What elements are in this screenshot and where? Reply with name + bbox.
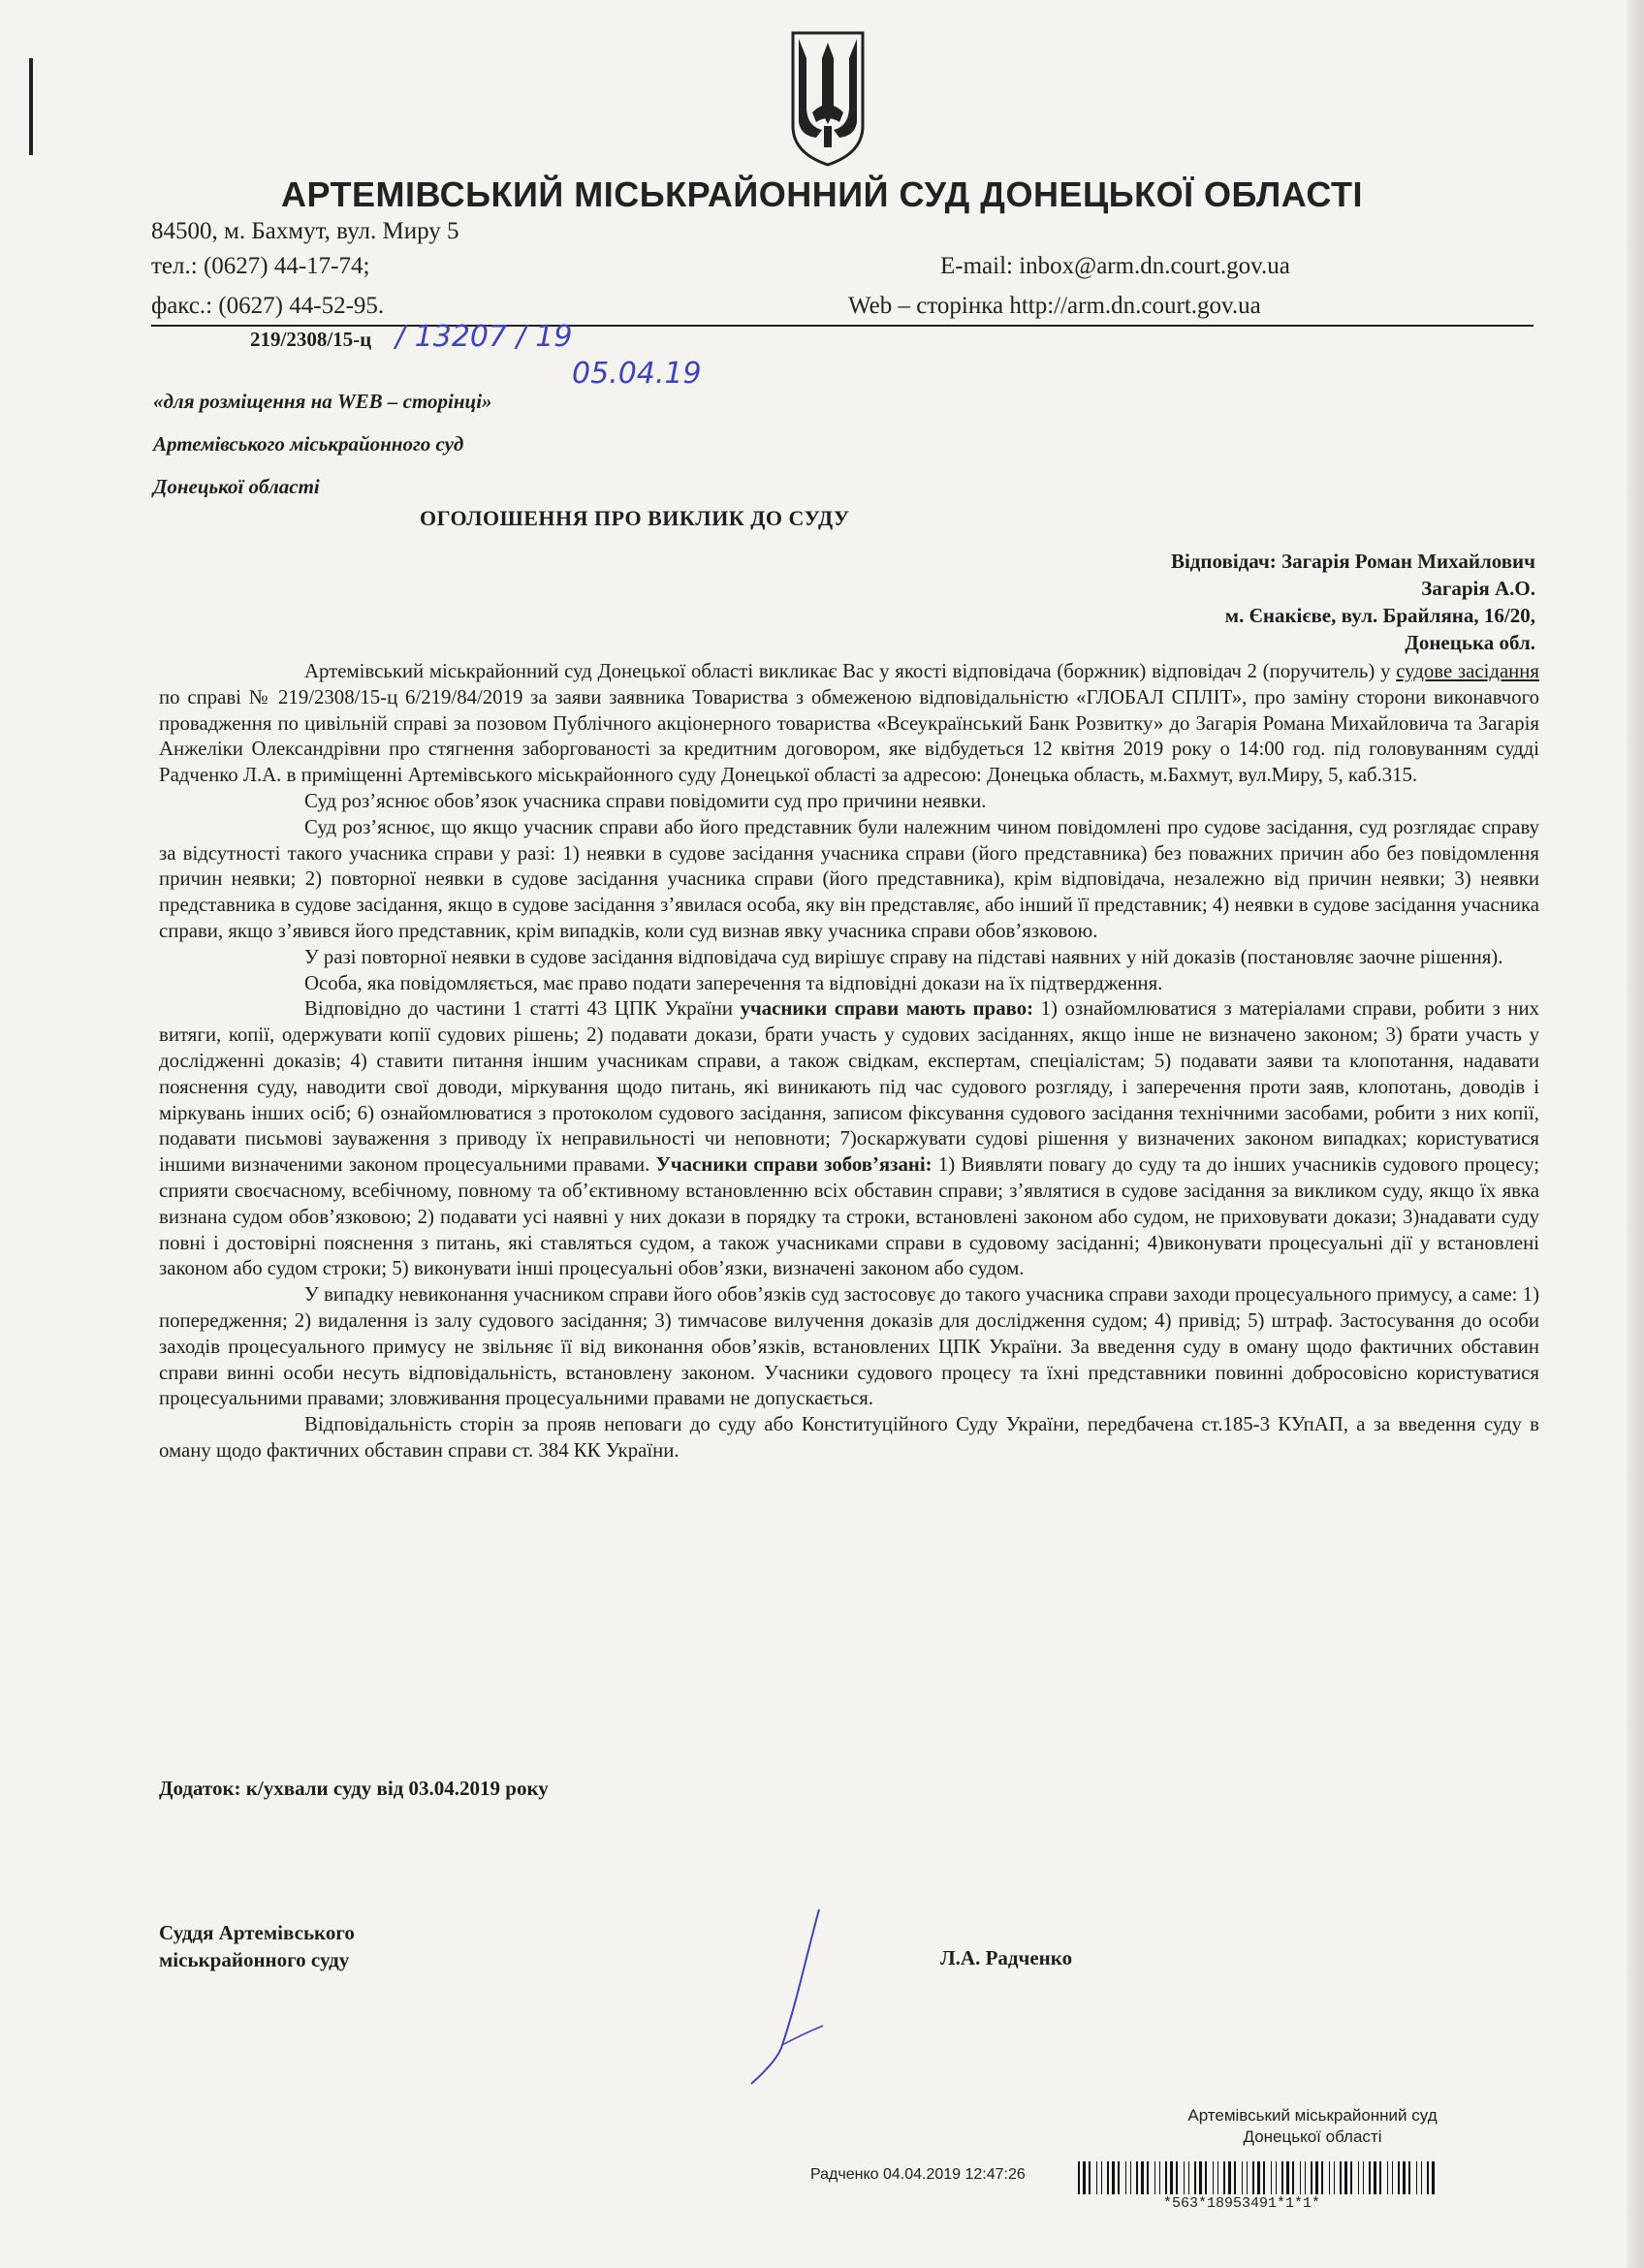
placement-line-2: Артемівського міськрайонного суд: [153, 432, 464, 456]
paragraph-rights-duties: Відповідно до частини 1 статті 43 ЦПК України учасники справи мають право: 1) ознайомлюватися з матеріалами справи, робити з них витяги, копії, одержувати копії судових рішень; 2) подавати докази, брати участь у судових засіданнях, якщо інше не визначено законом; 3) брати участь у дослідженні доказів; 4) ставити питання іншим учасникам справи, а також свідкам, експертам, спеціалістам; 5) подавати заяви та клопотання, надавати пояснення суду, наводити свої доводи, міркування щодо питань, які виникають під час судового розгляду, і заперечення проти заяв, клопотань, доводів і міркувань інших осіб; 6) ознайомлюватися з протоколом судового засідання, записом фіксування судового засідання технічними засобами, робити з них копії, подавати письмові зауваження з приводу їх неправильності чи неповноти; 7)оскаржувати судові рішення у визначених законом випадках; користуватися іншими визначеними законом процесуальними правами. Учасники справи зобов’язані: 1) Виявляти повагу до суду та до інших учасників судового процесу; сприяти своєчасному, всебічному, повному та об’єктивному встановленню всіх обставин справи; з’являтися в судове засідання за викликом суду, якщо їх явка визнана судом обов’язковою; 2) подавати усі наявні у них докази в порядку та строки, встановлені законом або судом, не приховувати докази; 3)надавати суду повні і достовірні пояснення з питань, які ставляться судом, а також учасниками справи в судовому засіданні; 4)виконувати процесуальні дії у встановлені законом або судом строки; 5) виконувати інші процесуальні обов’язки, визначені законом або судом.: [159, 997, 1539, 1280]
paragraph-objection-right: Особа, яка повідомляється, має право подати заперечення та відповідні докази на їх підтвердження.: [304, 971, 1163, 994]
case-number: 219/2308/15-ц: [250, 328, 372, 351]
placement-line-1: «для розміщення на WEB – сторінці»: [153, 390, 492, 413]
notice-body: [159, 659, 1539, 1465]
scan-right-edge: [1627, 0, 1644, 2268]
court-name: АРТЕМІВСЬКИЙ МІСЬКРАЙОННИЙ СУД ДОНЕЦЬКОЇ ОБЛАСТІ: [281, 174, 1363, 214]
court-email: E-mail: inbox@arm.dn.court.gov.ua: [940, 253, 1290, 279]
judge-title: Суддя Артемівського міськрайонного суду: [159, 1921, 355, 1971]
ukraine-trident-emblem-icon: [787, 29, 869, 167]
barcode-number: *563*18953491*1*1*: [1163, 2195, 1321, 2212]
court-web: Web – сторінка http://arm.dn.court.gov.ua: [848, 293, 1261, 319]
respondent-name: Відповідач: Загарія Роман Михайлович: [1170, 550, 1535, 573]
handwritten-date: 05.04.19: [572, 357, 702, 391]
document-title: ОГОЛОШЕННЯ ПРО ВИКЛИК ДО СУДУ: [420, 506, 850, 530]
registration-stamp: Радченко 04.04.2019 12:47:26: [810, 2166, 1026, 2183]
respondent-address: м. Єнакієве, вул. Брайляна, 16/20,: [1224, 604, 1535, 627]
paragraph-repeat-absence: У разі повторної неявки в судове засідання відповідача суд вирішує справу на підставі наявних у ній доказів (постановляє заочне рішення).: [304, 945, 1503, 968]
respondent-co: Загарія А.О.: [1421, 577, 1535, 600]
judge-name: Л.А. Радченко: [940, 1946, 1073, 1969]
scan-edge-mark: [29, 58, 33, 155]
appendix-note: Додаток: к/ухвали суду від 03.04.2019 року: [159, 1777, 549, 1800]
barcode-icon: [1078, 2161, 1437, 2194]
handwritten-signature: [722, 1900, 838, 2094]
court-address: 84500, м. Бахмут, вул. Миру 5: [151, 218, 459, 244]
placement-line-3: Донецької області: [153, 475, 320, 498]
paragraph-summons: Артемівський міськрайонний суд Донецької області викликає Вас у якості відповідача (боржник) відповідач 2 (поручитель) у судове засідання по справі № 219/2308/15-ц 6/219/84/2019 за заяви заявника Товариства з обмеженою відповідальністю «ГЛОБАЛ СПЛІТ», про заміну сторони виконавчого провадження по цивільній справі за позовом Публічного акціонерного товариства «Всеукраїнський Банк Розвитку» до Загарія Романа Михайловича та Загарія Анжеліки Олександрівни про стягнення заборгованості за кредитним договором, яке відбудеться 12 квітня 2019 року о 14:00 год. під головуванням судді Радченко Л.А. в приміщенні Артемівського міськрайонного суду Донецької області за адресою: Донецька область, м.Бахмут, вул.Миру, 5, каб.315.: [159, 660, 1539, 787]
paragraph-absence-rules: Суд роз’яснює, що якщо учасник справи або його представник були належним чином повідомлені про судове засідання, суд розглядає справу за відсутності такого учасника справи у разі: 1) неявки в судове засідання учасника справи (його представника) без поважних причин або без повідомлення причин неявки; 2) повторної неявки в судове засідання учасника справи (його представника), крім відповідача, незалежно від причин неявки; 3) неявки представника в судове засідання, якщо в судове засідання з’явилася особа, яку він представляє, або інший її представник; 4) неявки в судове засідання учасника справи, якщо з’явився його представник, крім випадків, коли суд визнав явку учасника справи обов’язковою.: [159, 815, 1539, 942]
court-fax: факс.: (0627) 44-52-95.: [151, 293, 385, 319]
respondent-region: Донецька обл.: [1405, 631, 1535, 654]
header-divider: [151, 325, 1533, 327]
hearing-term: судове засідання: [1396, 660, 1539, 682]
handwritten-reference: / 13207 / 19: [395, 320, 573, 354]
paragraph-absence-duty: Суд роз’яснює обов’язок учасника справи повідомити суд про причини неявки.: [304, 789, 987, 812]
court-stamp: Артемівський міськрайонний суд Донецької області: [1187, 2106, 1438, 2146]
respondent-block: [1171, 548, 1535, 656]
paragraph-liability: Відповідальність сторін за прояв неповаги до суду або Конституційного Суду України, передбачена ст.185-3 КУпАП, а за введення суду в оману щодо фактичних обставин справи ст. 384 КК України.: [159, 1413, 1539, 1462]
paragraph-coercion: У випадку невиконання учасником справи його обов’язків суд застосовує до такого учасника справи заходи процесуального примусу, а саме: 1) попередження; 2) видалення із залу судового засідання; 3) тимчасове вилучення доказів для дослідження судом; 4) привід; 5) штраф. Застосування до особи заходів процесуального примусу не звільняє її від виконання обов’язків, встановлених ЦПК України. За введення суду в оману щодо фактичних обставин справи винні особи несуть відповідальність, встановлену законом. Учасники судового процесу та їхні представники повинні добросовісно користуватися процесуальними правами; зловживання процесуальними правами не допускається.: [159, 1283, 1539, 1410]
court-phone: тел.: (0627) 44-17-74;: [151, 253, 370, 279]
